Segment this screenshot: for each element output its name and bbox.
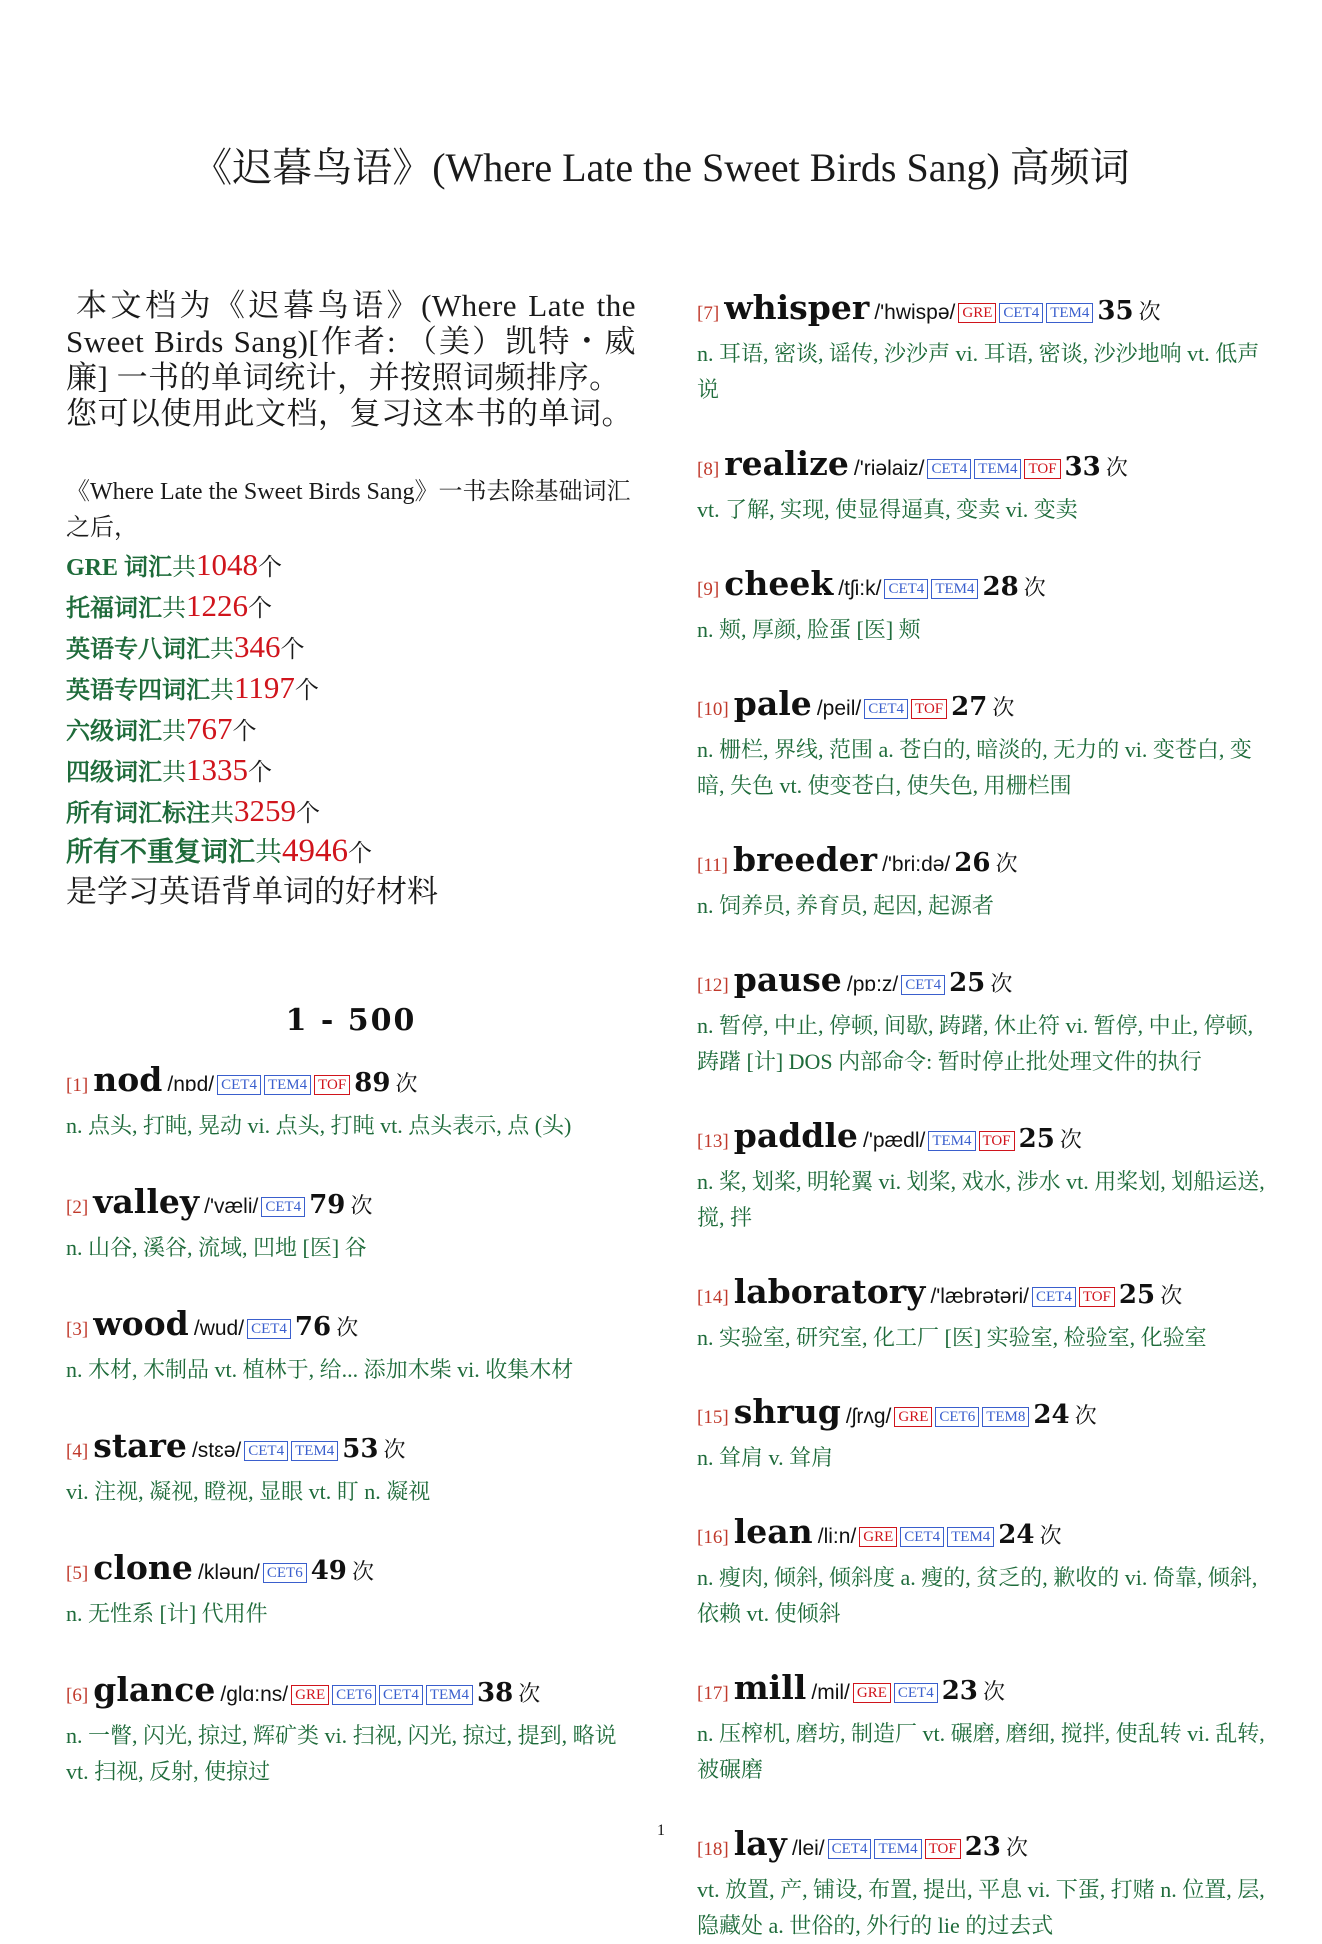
entry-word: nod [93, 1060, 163, 1099]
tag-tof: TOF [1079, 1287, 1115, 1307]
stat-unit: 个 [232, 719, 257, 745]
word-entry [697, 960, 1272, 1080]
entry-count-suffix: 次 [518, 1681, 541, 1706]
tag-cet6: CET6 [263, 1563, 307, 1583]
stat-label: 托福词汇 [66, 596, 162, 622]
stat-value: 1197 [234, 670, 295, 705]
entry-definition: n. 瘦肉, 倾斜, 倾斜度 a. 瘦的, 贫乏的, 歉收的 vi. 倚靠, 倾斜, 依赖 vt. 使倾斜 [697, 1565, 1258, 1626]
entry-head [697, 960, 1272, 1006]
tag-tem4: TEM4 [874, 1839, 921, 1859]
entry-definition: n. 桨, 划桨, 明轮翼 vi. 划桨, 戏水, 涉水 vt. 用桨划, 划船运送, 搅, 拌 [697, 1169, 1265, 1230]
entry-head [697, 1512, 1272, 1558]
stat-row [66, 587, 636, 628]
stat-unit: 个 [280, 637, 305, 663]
word-entry [697, 1272, 1272, 1356]
stat-unit: 个 [296, 801, 320, 827]
tag-tem4: TEM4 [264, 1075, 311, 1095]
stat-label: 所有不重复词汇 [66, 837, 255, 867]
tag-gre: GRE [291, 1685, 329, 1705]
stat-gong: 共 [162, 719, 186, 745]
entry-count: 24 [998, 1520, 1035, 1550]
entry-count: 27 [951, 692, 988, 722]
tag-gre: GRE [958, 303, 996, 323]
entry-index: [15] [697, 1407, 729, 1428]
tag-tem4: TEM4 [947, 1527, 994, 1547]
word-entry [697, 1392, 1272, 1476]
tag-cet4: CET4 [999, 303, 1043, 323]
word-entry [697, 1512, 1272, 1632]
stat-label: 所有词汇标注 [66, 801, 210, 827]
stat-value: 1335 [186, 752, 248, 787]
stat-row [66, 833, 636, 873]
tag-cet4: CET4 [1032, 1287, 1076, 1307]
stats-lead: 《Where Late the Sweet Birds Sang》一书去除基础词汇之后， [66, 479, 631, 541]
stat-label: 四级词汇 [66, 760, 162, 786]
entry-head [697, 564, 1272, 610]
word-entry [697, 1116, 1272, 1236]
entry-count-suffix: 次 [1105, 455, 1128, 480]
entry-head [697, 1272, 1272, 1318]
entry-count-suffix: 次 [995, 851, 1018, 876]
entry-index: [16] [697, 1527, 729, 1548]
entry-count-suffix: 次 [990, 971, 1013, 996]
entry-count: 28 [982, 572, 1019, 602]
entry-index: [10] [697, 699, 729, 720]
tag-gre: GRE [859, 1527, 897, 1547]
tag-tem4: TEM4 [974, 459, 1021, 479]
entry-phonetic: /li:n/ [817, 1525, 857, 1548]
entry-word: laboratory [733, 1272, 926, 1311]
tag-tem4: TEM4 [291, 1441, 338, 1461]
entry-definition: n. 颊, 厚颜, 脸蛋 [医] 颊 [697, 617, 921, 642]
entry-word: mill [733, 1668, 807, 1707]
stat-label: 英语专八词汇 [66, 637, 210, 663]
stat-unit: 个 [248, 760, 272, 786]
entry-phonetic: /kləun/ [197, 1561, 260, 1584]
entry-word: stare [93, 1426, 187, 1465]
word-entry [697, 684, 1272, 804]
entry-definition: n. 耳语, 密谈, 谣传, 沙沙声 vi. 耳语, 密谈, 沙沙地响 vt. 低声说 [697, 341, 1260, 402]
entry-count: 79 [309, 1190, 346, 1220]
stat-row [66, 546, 636, 587]
entry-phonetic: /peil/ [816, 697, 862, 720]
entry-count: 25 [1118, 1280, 1156, 1310]
entry-count-suffix: 次 [1160, 1283, 1183, 1308]
entry-index: [14] [697, 1287, 729, 1308]
entry-count-suffix: 次 [992, 695, 1015, 720]
stat-unit: 个 [258, 555, 283, 581]
entry-count: 23 [941, 1676, 978, 1706]
entry-word: whisper [724, 288, 870, 327]
intro-paragraph-2: 您可以使用此文档，复习这本书的单词。 [66, 396, 633, 431]
stat-gong: 共 [255, 837, 282, 867]
entry-phonetic: /ʃrʌg/ [845, 1405, 892, 1428]
entry-definition: n. 饲养员, 养育员, 起因, 起源者 [697, 893, 995, 918]
stat-gong: 共 [210, 801, 234, 827]
stat-value: 4946 [282, 833, 348, 869]
tag-cet4: CET4 [261, 1197, 305, 1217]
entry-count: 25 [949, 968, 986, 998]
entry-word: clone [93, 1548, 193, 1587]
entry-definition: vt. 放置, 产, 铺设, 布置, 提出, 平息 vi. 下蛋, 打赌 n. 位置, 层, 隐藏处 a. 世俗的, 外行的 lie 的过去式 [697, 1877, 1265, 1938]
stat-gong: 共 [210, 678, 234, 704]
entries-left [66, 1060, 636, 1790]
tag-cet4: CET4 [828, 1839, 872, 1859]
entry-phonetic: /'riəlaiz/ [853, 457, 925, 480]
entry-count: 26 [954, 848, 991, 878]
entry-head [697, 444, 1272, 490]
page-number: 1 [657, 1822, 665, 1839]
entry-definition: n. 耸肩 v. 耸肩 [697, 1445, 834, 1470]
entry-phonetic: /lei/ [791, 1837, 825, 1860]
entry-word: shrug [733, 1392, 841, 1431]
tag-cet4: CET4 [247, 1319, 291, 1339]
entry-head [697, 1668, 1272, 1714]
entry-phonetic: /'hwispə/ [874, 301, 956, 324]
stats-list [66, 546, 636, 873]
entry-count: 24 [1033, 1400, 1070, 1430]
entry-definition: vi. 注视, 凝视, 瞪视, 显眼 vt. 盯 n. 凝视 [66, 1479, 431, 1504]
entry-word: lay [733, 1824, 787, 1863]
word-entry [66, 1304, 636, 1388]
entry-head [66, 1548, 636, 1594]
entry-phonetic: /'pædl/ [862, 1129, 926, 1152]
entry-head [697, 1116, 1272, 1162]
stat-gong: 共 [162, 760, 186, 786]
stat-unit: 个 [348, 841, 372, 867]
entry-count-suffix: 次 [351, 1559, 374, 1584]
entry-index: [9] [697, 579, 720, 600]
entry-phonetic: /'væli/ [204, 1195, 259, 1218]
tag-tem8: TEM8 [982, 1407, 1029, 1427]
word-entry [66, 1426, 636, 1510]
tag-tof: TOF [911, 699, 947, 719]
stat-value: 3259 [234, 793, 296, 828]
entry-phonetic: /mil/ [811, 1681, 850, 1704]
entry-head [66, 1670, 636, 1716]
entry-count: 33 [1064, 452, 1101, 482]
entry-count: 38 [477, 1678, 514, 1708]
entry-count-suffix: 次 [395, 1071, 418, 1096]
tag-cet4: CET4 [379, 1685, 423, 1705]
intro-paragraph: 本文档为《迟暮鸟语》(Where Late the Sweet Birds Sang)[作者: （美）凯特・威廉] 一书的单词统计，并按照词频排序。 [66, 288, 636, 395]
entry-count-suffix: 次 [1039, 1523, 1062, 1548]
entry-head [697, 288, 1272, 334]
tag-gre: GRE [853, 1683, 891, 1703]
entry-index: [4] [66, 1441, 89, 1462]
stat-row [66, 669, 636, 710]
entry-phonetic: /'bri:də/ [882, 853, 951, 876]
entry-word: valley [93, 1182, 200, 1221]
entry-count: 49 [310, 1556, 347, 1586]
entry-word: pale [733, 684, 812, 723]
entry-head [697, 1392, 1272, 1438]
word-entry [66, 1182, 636, 1266]
entry-index: [11] [697, 855, 728, 876]
word-entry [697, 1824, 1272, 1944]
entry-index: [13] [697, 1131, 729, 1152]
tag-tof: TOF [1024, 459, 1060, 479]
entry-index: [18] [697, 1839, 729, 1860]
entry-count-suffix: 次 [350, 1193, 373, 1218]
word-entry [66, 1670, 636, 1790]
entry-phonetic: /stɛə/ [191, 1439, 242, 1462]
entry-count-suffix: 次 [1074, 1403, 1097, 1428]
tag-tof: TOF [979, 1131, 1015, 1151]
entry-count: 35 [1097, 296, 1134, 326]
entry-word: glance [93, 1670, 216, 1709]
entries-right [697, 288, 1272, 1944]
entry-count-suffix: 次 [1006, 1835, 1029, 1860]
tag-cet4: CET4 [884, 579, 928, 599]
entry-index: [12] [697, 975, 729, 996]
entry-word: wood [93, 1304, 189, 1343]
entry-count-suffix: 次 [383, 1437, 406, 1462]
stat-row [66, 710, 636, 751]
entry-index: [1] [66, 1075, 89, 1096]
entry-definition: n. 压榨机, 磨坊, 制造厂 vt. 碾磨, 磨细, 搅拌, 使乱转 vi. 乱转, 被碾磨 [697, 1721, 1265, 1782]
range-heading: 1 - 500 [285, 1003, 417, 1038]
entry-word: lean [733, 1512, 813, 1551]
entry-head [66, 1060, 636, 1106]
entry-index: [5] [66, 1563, 89, 1584]
stat-value: 1226 [186, 588, 248, 623]
stat-row [66, 628, 636, 669]
tag-cet4: CET4 [864, 699, 908, 719]
tag-cet4: CET4 [894, 1683, 938, 1703]
tag-tof: TOF [925, 1839, 961, 1859]
entry-definition: n. 无性系 [计] 代用件 [66, 1601, 268, 1626]
tag-gre: GRE [894, 1407, 932, 1427]
stat-label: 英语专四词汇 [66, 678, 210, 704]
entry-count-suffix: 次 [1059, 1127, 1082, 1152]
entry-phonetic: /nɒd/ [167, 1073, 215, 1096]
entry-definition: n. 实验室, 研究室, 化工厂 [医] 实验室, 检验室, 化验室 [697, 1325, 1207, 1350]
entry-definition: n. 木材, 木制品 vt. 植林于, 给... 添加木柴 vi. 收集木材 [66, 1357, 574, 1382]
entry-count: 25 [1018, 1124, 1055, 1154]
tag-cet6: CET6 [935, 1407, 979, 1427]
entry-definition: n. 山谷, 溪谷, 流域, 凹地 [医] 谷 [66, 1235, 367, 1260]
entry-index: [17] [697, 1683, 729, 1704]
entry-phonetic: /'læbrətəri/ [930, 1285, 1029, 1308]
stat-gong: 共 [172, 555, 197, 581]
word-entry [697, 288, 1272, 408]
word-entry [697, 564, 1272, 648]
entry-count: 23 [964, 1832, 1001, 1862]
entry-index: [7] [697, 303, 720, 324]
entry-phonetic: /pɒ:z/ [846, 973, 899, 996]
entry-word: cheek [724, 564, 834, 603]
page-title: 《迟暮鸟语》(Where Late the Sweet Birds Sang) 高频词 [192, 145, 1130, 190]
stat-unit: 个 [248, 596, 272, 622]
entry-count-suffix: 次 [983, 1679, 1006, 1704]
entry-word: realize [724, 444, 849, 483]
tag-tem4: TEM4 [931, 579, 978, 599]
entry-definition: n. 暂停, 中止, 停顿, 间歇, 踌躇, 休止符 vi. 暂停, 中止, 停顿, 踌躇 [计] DOS 内部命令: 暂时停止批处理文件的执行 [697, 1013, 1254, 1074]
word-entry [697, 444, 1272, 528]
word-entry [697, 1668, 1272, 1788]
entry-definition: vt. 了解, 实现, 使显得逼真, 变卖 vi. 变卖 [697, 497, 1078, 522]
stats-closing: 是学习英语背单词的好材料 [66, 874, 438, 909]
entry-head [66, 1426, 636, 1472]
entry-count: 89 [354, 1068, 391, 1098]
entry-phonetic: /glɑ:ns/ [220, 1683, 289, 1706]
entry-head [66, 1182, 636, 1228]
entry-count-suffix: 次 [1023, 575, 1046, 600]
word-entry [66, 1060, 636, 1144]
entry-index: [3] [66, 1319, 89, 1340]
entry-word: breeder [733, 840, 877, 879]
entry-word: pause [733, 960, 842, 999]
entry-index: [2] [66, 1197, 89, 1218]
entry-head [697, 684, 1272, 730]
entry-count: 76 [294, 1312, 332, 1342]
tag-cet4: CET4 [927, 459, 971, 479]
stat-label: GRE 词汇 [66, 555, 173, 581]
entry-word: paddle [733, 1116, 858, 1155]
stat-value: 767 [186, 711, 233, 746]
entry-head [66, 1304, 636, 1350]
tag-tem4: TEM4 [928, 1131, 975, 1151]
entry-count-suffix: 次 [336, 1315, 359, 1340]
entry-phonetic: /wud/ [193, 1317, 245, 1340]
entry-phonetic: /tʃi:k/ [838, 577, 882, 600]
stat-unit: 个 [294, 678, 319, 704]
stat-row [66, 792, 636, 833]
tag-cet4: CET4 [901, 975, 945, 995]
word-entry [66, 1548, 636, 1632]
stat-gong: 共 [162, 596, 186, 622]
tag-cet4: CET4 [244, 1441, 288, 1461]
entry-definition: n. 栅栏, 界线, 范围 a. 苍白的, 暗淡的, 无力的 vi. 变苍白, 变暗, 失色 vt. 使变苍白, 使失色, 用栅栏围 [697, 737, 1252, 798]
tag-tof: TOF [314, 1075, 350, 1095]
stat-gong: 共 [210, 637, 234, 663]
right-column [697, 288, 1272, 1944]
entry-definition: n. 一瞥, 闪光, 掠过, 辉矿类 vi. 扫视, 闪光, 掠过, 提到, 略说 vt. 扫视, 反射, 使掠过 [66, 1723, 617, 1784]
entry-index: [8] [697, 459, 720, 480]
stat-row [66, 751, 636, 792]
entry-count: 53 [342, 1434, 379, 1464]
stat-label: 六级词汇 [66, 719, 162, 745]
word-entry [697, 840, 1272, 924]
tag-cet4: CET4 [900, 1527, 944, 1547]
entry-definition: n. 点头, 打盹, 晃动 vi. 点头, 打盹 vt. 点头表示, 点 (头) [66, 1113, 572, 1138]
left-column [66, 288, 636, 1790]
stat-value: 346 [234, 629, 281, 664]
stat-value: 1048 [196, 547, 259, 582]
tag-cet4: CET4 [217, 1075, 261, 1095]
tag-cet6: CET6 [332, 1685, 376, 1705]
tag-tem4: TEM4 [426, 1685, 473, 1705]
tag-tem4: TEM4 [1046, 303, 1093, 323]
entry-head [697, 840, 1272, 886]
entry-index: [6] [66, 1685, 89, 1706]
entry-count-suffix: 次 [1138, 299, 1161, 324]
